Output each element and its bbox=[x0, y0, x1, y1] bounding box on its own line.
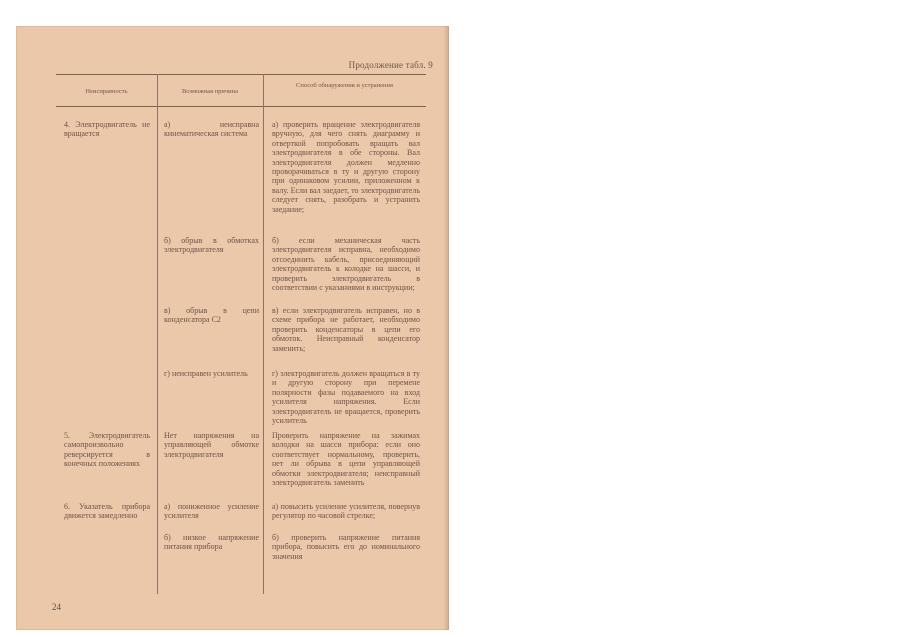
column-divider bbox=[157, 74, 158, 594]
cause-cell: б) обрыв в обмотках электродвигателя bbox=[164, 236, 259, 255]
cause-cell: г) неисправен усилитель bbox=[164, 369, 248, 378]
fault-cell: 4. Электродвигатель не вращается bbox=[64, 120, 150, 139]
column-header-fault: Неисправность bbox=[85, 88, 128, 95]
column-divider bbox=[263, 74, 264, 594]
remedy-cell: Проверить напряжение на зажимах колодки на шасси прибора: если оно соответствует нормальному, проверить, нет ли обрыва в цепи управляющей обмотки электродвигателя; неисправный электродвигатель заменить bbox=[272, 431, 420, 488]
remedy-cell: а) повысить усиление усилителя, повернув регулятор по часовой стрелке; bbox=[272, 502, 420, 521]
remedy-cell: а) проверить вращение электродвигателя вручную, для чего снять диаграмму и отверткой попробовать вращать вал электродвигателя в обе стороны. Вал электродвигателя должен медленно проворачиваться в ту и другую сторону при одинаковом усилии, приложенном к валу. Если вал заедает, то электродвигатель следует снять, разобрать и устранить заедание; bbox=[272, 120, 420, 214]
cause-cell: в) обрыв в цепи конденсатора С2 bbox=[164, 306, 259, 325]
fault-cell: 5. Электродвигатель самопроизвольно реверсируется в конечных положениях bbox=[64, 431, 150, 469]
column-header-cause: Возможная причина bbox=[181, 88, 239, 95]
cause-cell: а) пониженное усиление усилителя bbox=[164, 502, 259, 521]
document-page bbox=[16, 26, 449, 630]
page-number: 24 bbox=[52, 602, 61, 612]
table-top-rule bbox=[56, 74, 426, 75]
cause-cell: Нет напряжения на управляющей обмотке электродвигателя bbox=[164, 431, 259, 459]
table-header-rule bbox=[56, 106, 426, 107]
cause-cell: а) неисправна кинематическая система bbox=[164, 120, 259, 139]
remedy-cell: б) проверить напряжение питания прибора, повысить его до номинального значения bbox=[272, 533, 420, 561]
page-edge-shadow bbox=[443, 26, 449, 630]
fault-cell: 6. Указатель прибора движется замедленно bbox=[64, 502, 150, 521]
cause-cell: б) низкое напряжение питания прибора bbox=[164, 533, 259, 552]
column-header-remedy: Способ обнаружения и устранения bbox=[295, 82, 393, 89]
table-continuation-label: Продолжение табл. 9 bbox=[348, 60, 433, 70]
remedy-cell: в) если электродвигатель исправен, но в схеме прибора не работает, необходимо проверить конденсаторы в цепи его обмоток. Неисправный конденсатор заменить; bbox=[272, 306, 420, 353]
remedy-cell: б) если механическая часть электродвигателя исправна, необходимо отсоединить кабель, присоединяющий электродвигатель к колодке на шасси, и проверить электродвигатель в соответствии с указаниями в инструкции; bbox=[272, 236, 420, 293]
remedy-cell: г) электродвигатель должен вращаться в ту и другую сторону при перемене полярности фазы подаваемого на вход усилителя напряжения. Если электродвигатель не вращается, проверить усилитель bbox=[272, 369, 420, 426]
